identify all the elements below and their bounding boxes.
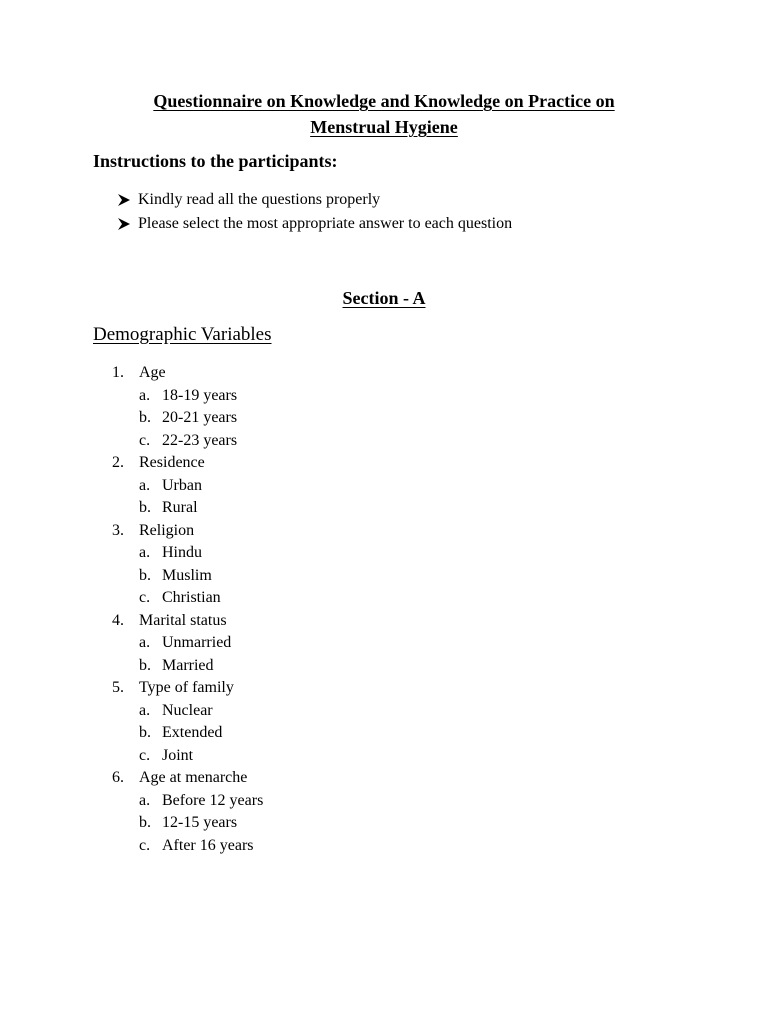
question-number: 1. [112, 364, 124, 381]
answer-option [112, 700, 263, 723]
question-row [112, 610, 263, 633]
answer-option [112, 745, 263, 768]
answer-option [112, 497, 263, 520]
instructions-heading: Instructions to the participants: [93, 151, 338, 171]
question-text: Age at menarche [139, 769, 248, 786]
option-text: Nuclear [162, 701, 213, 719]
instruction-item [117, 212, 512, 236]
answer-option [112, 587, 263, 610]
option-text: Before 12 years [162, 791, 264, 809]
answer-option [112, 812, 263, 835]
arrow-bullet-icon [117, 217, 131, 231]
question-row [112, 362, 263, 385]
option-text: Extended [162, 724, 223, 741]
question-text: Age [139, 364, 166, 381]
title-line-1: Questionnaire on Knowledge and Knowledge on Practice on [153, 91, 615, 111]
option-letter: a. [139, 476, 151, 494]
demographic-heading: Demographic Variables [93, 324, 272, 345]
option-letter: c. [139, 589, 151, 606]
question-item [112, 520, 263, 610]
option-text: Married [162, 656, 214, 674]
answer-option [112, 430, 263, 453]
option-text: Muslim [162, 566, 212, 584]
answer-option [112, 475, 263, 498]
question-text: Residence [139, 454, 205, 471]
instruction-item [117, 188, 512, 212]
option-letter: b. [139, 409, 151, 426]
answer-option [112, 542, 263, 565]
option-text: 18-19 years [162, 386, 238, 404]
question-row [112, 520, 263, 543]
option-letter: a. [139, 386, 151, 404]
document-title [0, 88, 768, 140]
option-letter: a. [139, 791, 151, 809]
question-item [112, 677, 263, 767]
option-letter: a. [139, 544, 151, 561]
question-list [112, 362, 263, 857]
answer-option [112, 790, 263, 813]
answer-option [112, 655, 263, 678]
option-text: 12-15 years [162, 814, 238, 831]
question-text: Religion [139, 521, 195, 539]
option-text: Christian [162, 589, 221, 606]
option-letter: c. [139, 836, 151, 854]
question-row [112, 677, 263, 700]
question-item [112, 452, 263, 520]
answer-option [112, 632, 263, 655]
option-text: Joint [162, 746, 194, 764]
instruction-text: Please select the most appropriate answer to each question [138, 215, 513, 232]
option-text: After 16 years [162, 836, 254, 854]
option-letter: a. [139, 634, 151, 651]
arrow-bullet-icon [117, 193, 131, 207]
option-letter: b. [139, 656, 151, 674]
question-item [112, 610, 263, 678]
title-line-2: Menstrual Hygiene [310, 117, 458, 137]
question-row [112, 452, 263, 475]
option-letter: b. [139, 814, 151, 831]
answer-option [112, 385, 263, 408]
option-letter: a. [139, 701, 151, 719]
section-title: Section - A [342, 288, 426, 308]
option-letter: c. [139, 431, 151, 449]
option-text: 20-21 years [162, 409, 238, 426]
option-text: Rural [162, 499, 198, 516]
question-number: 3. [112, 521, 124, 539]
question-number: 6. [112, 769, 124, 786]
question-number: 2. [112, 454, 124, 471]
question-row [112, 767, 263, 790]
answer-option [112, 407, 263, 430]
question-text: Type of family [139, 679, 234, 696]
instructions-list [117, 188, 512, 236]
option-text: Unmarried [162, 634, 232, 651]
option-text: Hindu [162, 544, 202, 561]
option-letter: b. [139, 724, 151, 741]
answer-option [112, 722, 263, 745]
question-number: 4. [112, 611, 124, 629]
question-item [112, 767, 263, 857]
question-text: Marital status [139, 611, 227, 629]
option-text: Urban [162, 476, 202, 494]
option-letter: b. [139, 566, 151, 584]
option-letter: b. [139, 499, 151, 516]
question-number: 5. [112, 679, 124, 696]
instruction-text: Kindly read all the questions properly [138, 191, 381, 208]
answer-option [112, 565, 263, 588]
answer-option [112, 835, 263, 858]
option-letter: c. [139, 746, 151, 764]
question-item [112, 362, 263, 452]
option-text: 22-23 years [162, 431, 238, 449]
